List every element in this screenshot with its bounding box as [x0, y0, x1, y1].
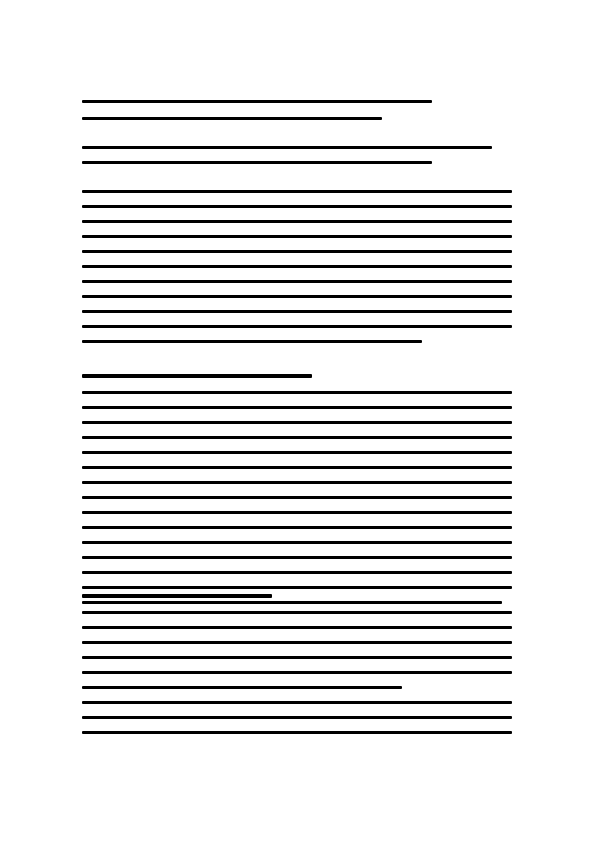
- paragraph-line: [82, 671, 512, 674]
- intro-paragraph: [82, 190, 512, 355]
- paragraph-line: [82, 716, 512, 719]
- paragraph-line: [82, 436, 512, 439]
- paragraph-line: [82, 656, 512, 659]
- paragraph-line: [82, 571, 512, 574]
- document-subheader: [82, 146, 512, 164]
- subheader-line-1: [82, 146, 492, 149]
- paragraph-line: [82, 731, 512, 734]
- section-2: [82, 594, 512, 598]
- paragraph-line: [82, 310, 512, 313]
- document-header: [82, 100, 512, 120]
- paragraph-line: [82, 601, 502, 604]
- paragraph-line: [82, 641, 512, 644]
- paragraph-line: [82, 235, 512, 238]
- section-2-body: [82, 611, 512, 746]
- paragraph-line: [82, 496, 512, 499]
- section-1-body: [82, 391, 512, 616]
- paragraph-line: [82, 265, 512, 268]
- paragraph-line: [82, 556, 512, 559]
- section-1: [82, 374, 512, 390]
- paragraph-line: [82, 541, 512, 544]
- header-line-2: [82, 117, 382, 120]
- paragraph-line: [82, 406, 512, 409]
- paragraph-line: [82, 340, 422, 343]
- paragraph-line: [82, 611, 512, 614]
- paragraph-line: [82, 701, 512, 704]
- paragraph-line: [82, 511, 512, 514]
- paragraph-line: [82, 626, 512, 629]
- paragraph-line: [82, 250, 512, 253]
- paragraph-line: [82, 220, 512, 223]
- paragraph-line: [82, 466, 512, 469]
- section-1-heading: [82, 374, 312, 378]
- paragraph-line: [82, 481, 512, 484]
- paragraph-line: [82, 391, 512, 394]
- paragraph-line: [82, 686, 402, 689]
- paragraph-line: [82, 586, 512, 589]
- header-line-1: [82, 100, 432, 103]
- subheader-line-2: [82, 161, 432, 164]
- paragraph-line: [82, 451, 512, 454]
- paragraph-line: [82, 325, 512, 328]
- paragraph-line: [82, 190, 512, 193]
- paragraph-line: [82, 295, 512, 298]
- paragraph-line: [82, 421, 512, 424]
- section-2-heading: [82, 594, 272, 598]
- paragraph-line: [82, 280, 512, 283]
- paragraph-line: [82, 526, 512, 529]
- paragraph-line: [82, 205, 512, 208]
